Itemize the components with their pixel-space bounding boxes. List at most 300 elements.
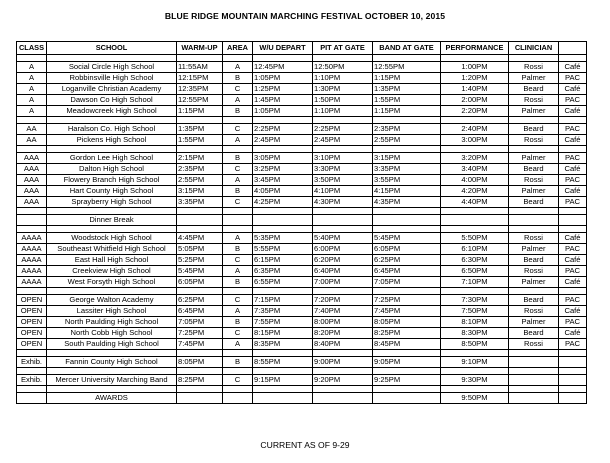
school-cell: Haralson Co. High School [47, 124, 177, 135]
band-at-gate-cell: 8:25PM [373, 328, 441, 339]
spacer-cell [441, 117, 509, 124]
wu-depart-cell: 3:25PM [253, 164, 313, 175]
school-cell: Dawson Co High School [47, 95, 177, 106]
performance-cell: 7:30PM [441, 295, 509, 306]
pit-at-gate-cell: 1:10PM [313, 73, 373, 84]
class-cell: A [17, 106, 47, 117]
class-cell: Exhib. [17, 357, 47, 368]
pit-at-gate-cell: 1:30PM [313, 84, 373, 95]
wu-depart-cell [253, 393, 313, 404]
clinician-cell: Palmer [509, 153, 559, 164]
spacer-cell [177, 288, 223, 295]
wu-depart-cell: 8:15PM [253, 328, 313, 339]
venue-cell: Café [559, 164, 587, 175]
venue-cell: Café [559, 84, 587, 95]
area-cell [223, 393, 253, 404]
spacer-cell [313, 350, 373, 357]
performance-cell: 2:40PM [441, 124, 509, 135]
schedule-body [17, 55, 587, 404]
spacer-cell [509, 350, 559, 357]
spacer-cell [17, 368, 47, 375]
wu-depart-cell: 8:55PM [253, 357, 313, 368]
spacer-cell [441, 226, 509, 233]
warmup-cell: 7:05PM [177, 317, 223, 328]
spacer-cell [17, 288, 47, 295]
table-row [17, 357, 587, 368]
spacer-cell [253, 368, 313, 375]
table-row [17, 73, 587, 84]
warmup-cell: 4:45PM [177, 233, 223, 244]
band-at-gate-cell [373, 393, 441, 404]
spacer-cell [223, 386, 253, 393]
area-cell: B [223, 317, 253, 328]
school-cell: Creekview High School [47, 266, 177, 277]
pit-at-gate-cell: 3:30PM [313, 164, 373, 175]
class-cell: AAAA [17, 244, 47, 255]
spacer-cell [47, 368, 177, 375]
performance-cell: 6:50PM [441, 266, 509, 277]
venue-cell: PAC [559, 266, 587, 277]
venue-cell: PAC [559, 124, 587, 135]
band-at-gate-cell: 8:05PM [373, 317, 441, 328]
school-cell: South Paulding High School [47, 339, 177, 350]
area-cell: A [223, 135, 253, 146]
warmup-cell: 3:15PM [177, 186, 223, 197]
performance-cell: 8:30PM [441, 328, 509, 339]
spacer-cell [17, 226, 47, 233]
performance-cell: 9:10PM [441, 357, 509, 368]
spacer-cell [509, 55, 559, 62]
column-header-clinician: CLINICIAN [509, 42, 559, 55]
spacer-cell [441, 386, 509, 393]
venue-cell [559, 215, 587, 226]
class-cell: OPEN [17, 339, 47, 350]
area-cell: A [223, 233, 253, 244]
table-row [17, 306, 587, 317]
pit-at-gate-cell: 6:00PM [313, 244, 373, 255]
performance-cell: 5:50PM [441, 233, 509, 244]
clinician-cell [509, 375, 559, 386]
warmup-cell: 2:15PM [177, 153, 223, 164]
warmup-cell [177, 215, 223, 226]
spacer-cell [559, 350, 587, 357]
performance-cell: 6:10PM [441, 244, 509, 255]
pit-at-gate-cell: 7:00PM [313, 277, 373, 288]
pit-at-gate-cell: 1:50PM [313, 95, 373, 106]
spacer-cell [253, 226, 313, 233]
clinician-cell: Rossi [509, 175, 559, 186]
warmup-cell: 6:45PM [177, 306, 223, 317]
clinician-cell: Beard [509, 328, 559, 339]
pit-at-gate-cell: 12:50PM [313, 62, 373, 73]
venue-cell: PAC [559, 317, 587, 328]
spacer-cell [177, 117, 223, 124]
spacer-cell [223, 146, 253, 153]
school-cell: Fannin County High School [47, 357, 177, 368]
table-row [17, 339, 587, 350]
band-at-gate-cell: 1:15PM [373, 106, 441, 117]
spacer-cell [177, 208, 223, 215]
spacer-cell [559, 386, 587, 393]
spacer-cell [253, 55, 313, 62]
table-row [17, 266, 587, 277]
pit-at-gate-cell: 3:10PM [313, 153, 373, 164]
column-header-band-at-gate: BAND AT GATE [373, 42, 441, 55]
band-at-gate-cell: 7:25PM [373, 295, 441, 306]
table-row [17, 106, 587, 117]
area-cell: C [223, 124, 253, 135]
table-row [17, 233, 587, 244]
spacer-cell [253, 350, 313, 357]
pit-at-gate-cell [313, 215, 373, 226]
school-cell: Meadowcreek High School [47, 106, 177, 117]
clinician-cell: Beard [509, 164, 559, 175]
schedule-table [16, 41, 587, 404]
spacer-cell [177, 386, 223, 393]
venue-cell [559, 357, 587, 368]
venue-cell: Café [559, 277, 587, 288]
column-header-class: CLASS [17, 42, 47, 55]
wu-depart-cell: 9:15PM [253, 375, 313, 386]
class-cell: OPEN [17, 295, 47, 306]
area-cell: B [223, 106, 253, 117]
clinician-cell: Rossi [509, 339, 559, 350]
revision-note: CURRENT AS OF 9-29 [260, 440, 350, 450]
class-cell: Exhib. [17, 375, 47, 386]
performance-cell: 1:00PM [441, 62, 509, 73]
class-cell: AAAA [17, 266, 47, 277]
clinician-cell: Palmer [509, 277, 559, 288]
wu-depart-cell: 6:55PM [253, 277, 313, 288]
performance-cell: 9:50PM [441, 393, 509, 404]
spacer-cell [17, 350, 47, 357]
performance-cell: 3:00PM [441, 135, 509, 146]
performance-cell: 1:40PM [441, 84, 509, 95]
performance-cell: 7:10PM [441, 277, 509, 288]
spacer-cell [47, 350, 177, 357]
group-spacer-row [17, 146, 587, 153]
page-title: BLUE RIDGE MOUNTAIN MARCHING FESTIVAL OCTOBER 10, 2015 [164, 11, 446, 21]
band-at-gate-cell: 3:55PM [373, 175, 441, 186]
warmup-cell: 8:25PM [177, 375, 223, 386]
band-at-gate-cell: 9:05PM [373, 357, 441, 368]
wu-depart-cell: 4:05PM [253, 186, 313, 197]
spacer-cell [313, 226, 373, 233]
school-cell: AWARDS [47, 393, 177, 404]
band-at-gate-cell: 4:35PM [373, 197, 441, 208]
area-cell: A [223, 62, 253, 73]
spacer-cell [177, 368, 223, 375]
table-row [17, 135, 587, 146]
clinician-cell [509, 215, 559, 226]
wu-depart-cell: 6:35PM [253, 266, 313, 277]
spacer-cell [373, 55, 441, 62]
area-cell: C [223, 197, 253, 208]
spacer-cell [223, 226, 253, 233]
performance-cell: 9:30PM [441, 375, 509, 386]
column-header-venue [559, 42, 587, 55]
school-cell: Lassiter High School [47, 306, 177, 317]
pit-at-gate-cell: 2:45PM [313, 135, 373, 146]
area-cell: C [223, 84, 253, 95]
warmup-cell: 6:05PM [177, 277, 223, 288]
venue-cell: PAC [559, 73, 587, 84]
table-row [17, 244, 587, 255]
group-spacer-row [17, 55, 587, 62]
class-cell: AAAA [17, 255, 47, 266]
clinician-cell [509, 393, 559, 404]
performance-cell: 3:20PM [441, 153, 509, 164]
school-cell: Pickens High School [47, 135, 177, 146]
group-spacer-row [17, 117, 587, 124]
venue-cell: PAC [559, 244, 587, 255]
spacer-cell [17, 117, 47, 124]
warmup-cell: 6:25PM [177, 295, 223, 306]
clinician-cell: Palmer [509, 106, 559, 117]
band-at-gate-cell: 1:35PM [373, 84, 441, 95]
area-cell: C [223, 164, 253, 175]
area-cell: C [223, 295, 253, 306]
area-cell: C [223, 328, 253, 339]
table-row [17, 164, 587, 175]
school-cell: Flowery Branch High School [47, 175, 177, 186]
class-cell [17, 393, 47, 404]
spacer-cell [313, 368, 373, 375]
spacer-cell [17, 386, 47, 393]
spacer-cell [313, 55, 373, 62]
warmup-cell: 12:35PM [177, 84, 223, 95]
class-cell: AAA [17, 186, 47, 197]
pit-at-gate-cell: 2:25PM [313, 124, 373, 135]
area-cell: B [223, 186, 253, 197]
band-at-gate-cell: 3:35PM [373, 164, 441, 175]
venue-cell: Café [559, 328, 587, 339]
performance-cell: 2:00PM [441, 95, 509, 106]
school-cell: West Forsyth High School [47, 277, 177, 288]
venue-cell: PAC [559, 153, 587, 164]
venue-cell: PAC [559, 339, 587, 350]
spacer-cell [47, 386, 177, 393]
performance-cell: 7:50PM [441, 306, 509, 317]
band-at-gate-cell: 2:55PM [373, 135, 441, 146]
spacer-cell [47, 208, 177, 215]
pit-at-gate-cell: 8:40PM [313, 339, 373, 350]
wu-depart-cell [253, 215, 313, 226]
wu-depart-cell: 7:35PM [253, 306, 313, 317]
spacer-cell [373, 146, 441, 153]
warmup-cell: 5:25PM [177, 255, 223, 266]
table-row [17, 175, 587, 186]
spacer-cell [373, 288, 441, 295]
area-cell: B [223, 73, 253, 84]
table-row [17, 215, 587, 226]
table-row [17, 84, 587, 95]
performance-cell: 8:50PM [441, 339, 509, 350]
class-cell: A [17, 95, 47, 106]
school-cell: Sprayberry High School [47, 197, 177, 208]
performance-cell: 3:40PM [441, 164, 509, 175]
table-row [17, 186, 587, 197]
spacer-cell [559, 117, 587, 124]
class-cell: AAA [17, 164, 47, 175]
spacer-cell [177, 350, 223, 357]
school-cell: East Hall High School [47, 255, 177, 266]
school-cell: Southeast Whitfield High School [47, 244, 177, 255]
wu-depart-cell: 6:15PM [253, 255, 313, 266]
warmup-cell: 5:05PM [177, 244, 223, 255]
wu-depart-cell: 7:15PM [253, 295, 313, 306]
spacer-cell [509, 146, 559, 153]
performance-cell: 2:20PM [441, 106, 509, 117]
pit-at-gate-cell: 3:50PM [313, 175, 373, 186]
area-cell: B [223, 244, 253, 255]
table-row [17, 375, 587, 386]
spacer-cell [47, 55, 177, 62]
clinician-cell: Beard [509, 255, 559, 266]
spacer-cell [253, 208, 313, 215]
performance-cell [441, 215, 509, 226]
spacer-cell [509, 288, 559, 295]
spacer-cell [47, 146, 177, 153]
column-header-school: SCHOOL [47, 42, 177, 55]
spacer-cell [441, 350, 509, 357]
school-cell: Loganville Christian Academy [47, 84, 177, 95]
table-row [17, 255, 587, 266]
spacer-cell [177, 146, 223, 153]
clinician-cell: Rossi [509, 135, 559, 146]
group-spacer-row [17, 350, 587, 357]
column-header-area: AREA [223, 42, 253, 55]
wu-depart-cell: 2:25PM [253, 124, 313, 135]
class-cell: A [17, 73, 47, 84]
school-cell: Gordon Lee High School [47, 153, 177, 164]
spacer-cell [223, 368, 253, 375]
table-row [17, 95, 587, 106]
clinician-cell: Rossi [509, 306, 559, 317]
clinician-cell [509, 357, 559, 368]
clinician-cell: Beard [509, 84, 559, 95]
venue-cell: Café [559, 135, 587, 146]
wu-depart-cell: 5:55PM [253, 244, 313, 255]
band-at-gate-cell: 3:15PM [373, 153, 441, 164]
area-cell: B [223, 277, 253, 288]
warmup-cell: 1:55PM [177, 135, 223, 146]
spacer-cell [373, 226, 441, 233]
spacer-cell [509, 368, 559, 375]
pit-at-gate-cell: 9:00PM [313, 357, 373, 368]
performance-cell: 6:30PM [441, 255, 509, 266]
table-row [17, 277, 587, 288]
group-spacer-row [17, 226, 587, 233]
wu-depart-cell: 12:45PM [253, 62, 313, 73]
venue-cell [559, 393, 587, 404]
performance-cell: 4:40PM [441, 197, 509, 208]
school-cell: Robbinsville High School [47, 73, 177, 84]
clinician-cell: Palmer [509, 317, 559, 328]
area-cell: B [223, 153, 253, 164]
band-at-gate-cell: 6:05PM [373, 244, 441, 255]
school-cell: North Paulding High School [47, 317, 177, 328]
spacer-cell [177, 226, 223, 233]
spacer-cell [509, 208, 559, 215]
wu-depart-cell: 1:25PM [253, 84, 313, 95]
band-at-gate-cell: 7:45PM [373, 306, 441, 317]
warmup-cell: 12:15PM [177, 73, 223, 84]
class-cell: A [17, 84, 47, 95]
school-cell: Mercer University Marching Band [47, 375, 177, 386]
clinician-cell: Palmer [509, 244, 559, 255]
pit-at-gate-cell: 6:20PM [313, 255, 373, 266]
band-at-gate-cell: 6:25PM [373, 255, 441, 266]
pit-at-gate-cell: 9:20PM [313, 375, 373, 386]
table-row [17, 317, 587, 328]
area-cell: A [223, 95, 253, 106]
venue-cell: Café [559, 233, 587, 244]
spacer-cell [313, 208, 373, 215]
area-cell: A [223, 306, 253, 317]
spacer-cell [313, 386, 373, 393]
wu-depart-cell: 2:45PM [253, 135, 313, 146]
table-row [17, 393, 587, 404]
spacer-cell [559, 368, 587, 375]
spacer-cell [223, 117, 253, 124]
group-spacer-row [17, 208, 587, 215]
venue-cell: Café [559, 62, 587, 73]
warmup-cell: 7:45PM [177, 339, 223, 350]
class-cell: OPEN [17, 306, 47, 317]
wu-depart-cell: 8:35PM [253, 339, 313, 350]
column-header-wu-depart: W/U DEPART [253, 42, 313, 55]
column-header-performance: PERFORMANCE [441, 42, 509, 55]
spacer-cell [313, 288, 373, 295]
venue-cell: Café [559, 106, 587, 117]
spacer-cell [373, 208, 441, 215]
area-cell: C [223, 255, 253, 266]
pit-at-gate-cell: 8:20PM [313, 328, 373, 339]
school-cell: George Walton Academy [47, 295, 177, 306]
spacer-cell [47, 288, 177, 295]
band-at-gate-cell: 9:25PM [373, 375, 441, 386]
clinician-cell: Beard [509, 124, 559, 135]
pit-at-gate-cell: 1:10PM [313, 106, 373, 117]
table-row [17, 124, 587, 135]
warmup-cell [177, 393, 223, 404]
spacer-cell [17, 146, 47, 153]
school-cell: North Cobb High School [47, 328, 177, 339]
school-cell: Hart County High School [47, 186, 177, 197]
warmup-cell: 5:45PM [177, 266, 223, 277]
band-at-gate-cell: 2:35PM [373, 124, 441, 135]
spacer-cell [223, 288, 253, 295]
clinician-cell: Rossi [509, 62, 559, 73]
spacer-cell [17, 55, 47, 62]
school-cell: Social Circle High School [47, 62, 177, 73]
table-row [17, 153, 587, 164]
warmup-cell: 11:55AM [177, 62, 223, 73]
venue-cell: Café [559, 255, 587, 266]
spacer-cell [177, 55, 223, 62]
band-at-gate-cell: 12:55PM [373, 62, 441, 73]
clinician-cell: Rossi [509, 233, 559, 244]
clinician-cell: Rossi [509, 266, 559, 277]
area-cell: A [223, 175, 253, 186]
spacer-cell [559, 55, 587, 62]
class-cell: AAA [17, 197, 47, 208]
venue-cell: Café [559, 306, 587, 317]
spacer-cell [441, 208, 509, 215]
header-row [17, 42, 587, 55]
spacer-cell [17, 208, 47, 215]
